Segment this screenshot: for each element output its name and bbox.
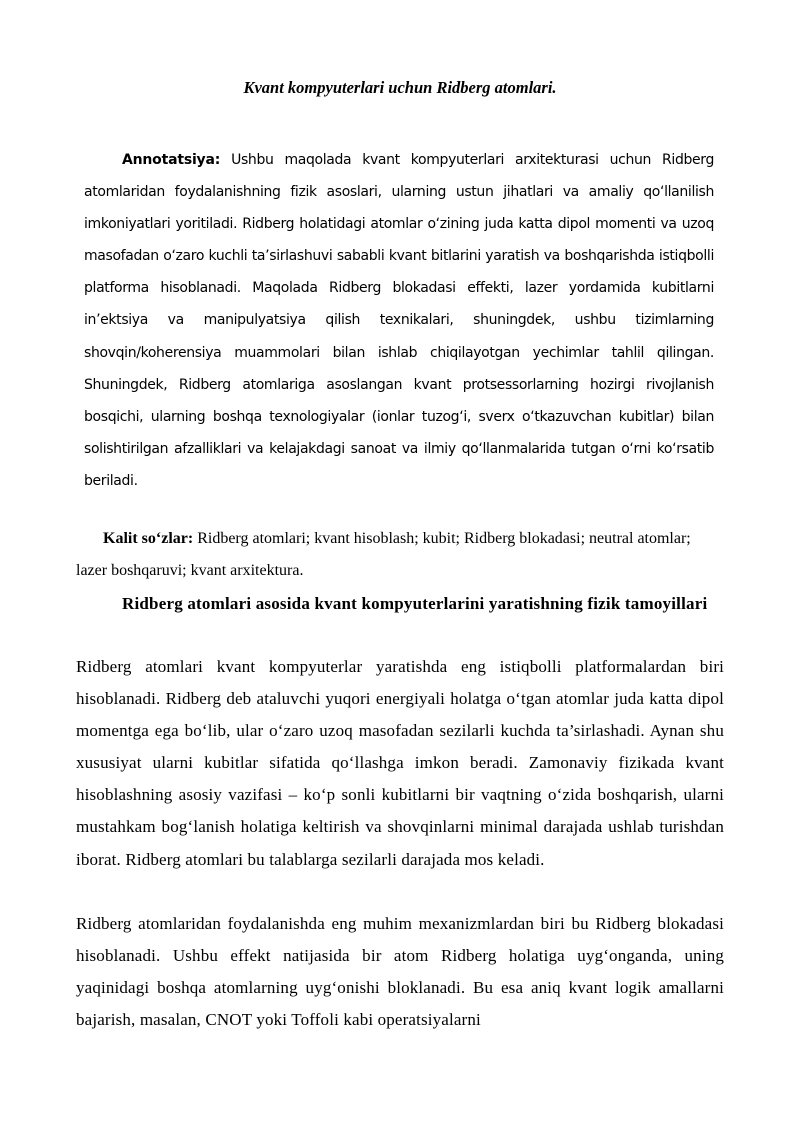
paper-title: Kvant kompyuterlari uchun Ridberg atomlari.: [243, 78, 557, 97]
body-paragraph: Ridberg atomlari kvant kompyuterlar yaratishda eng istiqbolli platformalardan biri hisoblanadi. Ridberg deb ataluvchi yuqori energiyali holatga o‘tgan atomlar juda katta dipol momentga ega bo‘lib, ular o‘zaro uzoq masofadan sezilarli kuchda ta’sirlashadi. Aynan shu xususiyat ularni kubitlar sifatida qo‘llashga imkon beradi. Zamonaviy fizikada kvant hisoblashning asosiy vazifasi – ko‘p sonli kubitlarni bir vaqtning o‘zida boshqarish, ularni mustahkam bog‘lanish holatiga keltirish va shovqinlarni minimal darajada ushlab turishdan iborat. Ridberg atomlari bu talablarga sezilarli darajada mos keladi.: [76, 657, 724, 869]
keywords-label: Kalit so‘zlar:: [103, 530, 194, 547]
abstract: [84, 144, 714, 497]
abstract-label: Annotatsiya:: [122, 152, 221, 168]
body-paragraph: Ridberg atomlaridan foydalanishda eng muhim mexanizmlardan biri bu Ridberg blokadasi hisoblanadi. Ushbu effekt natijasida bir atom Ridberg holatiga uyg‘onganda, uning yaqinidagi boshqa atomlarning uyg‘onishi bloklanadi. Bu esa aniq kvant logik amallarni bajarish, masalan, CNOT yoki Toffoli kabi operatsiyalarni: [76, 914, 724, 1030]
keywords: [76, 523, 716, 587]
keywords-text: Ridberg atomlari; kvant hisoblash; kubit; Ridberg blokadasi; neutral atomlar; lazer boshqaruvi; kvant arxitektura.: [76, 530, 691, 579]
section-heading: Ridberg atomlari asosida kvant kompyuterlarini yaratishning fizik tamoyillari: [122, 594, 708, 613]
abstract-text: Ushbu maqolada kvant kompyuterlari arxitekturasi uchun Ridberg atomlaridan foydalanishning fizik asoslari, ularning ustun jihatlari va amaliy qo‘llanilish imkoniyatlari yoritiladi. Ridberg holatidagi atomlar o‘zining juda katta dipol momenti va uzoq masofadan o‘zaro kuchli ta’sirlashuvi sababli kvant bitlarini yaratish va boshqarishda istiqbolli platforma hisoblanadi. Maqolada Ridberg blokadasi effekti, lazer yordamida kubitlarni in’ektsiya va manipulyatsiya qilish texnikalari, shuningdek, ushbu tizimlarning shovqin/koherensiya muammolari bilan ishlab chiqilayotgan yechimlar tahlil qilingan. Shuningdek, Ridberg atomlariga asoslangan kvant protsessorlarning hozirgi rivojlanish bosqichi, ularning boshqa texnologiyalar (ionlar tuzog‘i, sverx o‘tkazuvchan kubitlar) bilan solishtirilgan afzalliklari va kelajakdagi sanoat va ilmiy qo‘llanmalarida tutgan o‘rni ko‘rsatib beriladi.: [84, 152, 714, 489]
